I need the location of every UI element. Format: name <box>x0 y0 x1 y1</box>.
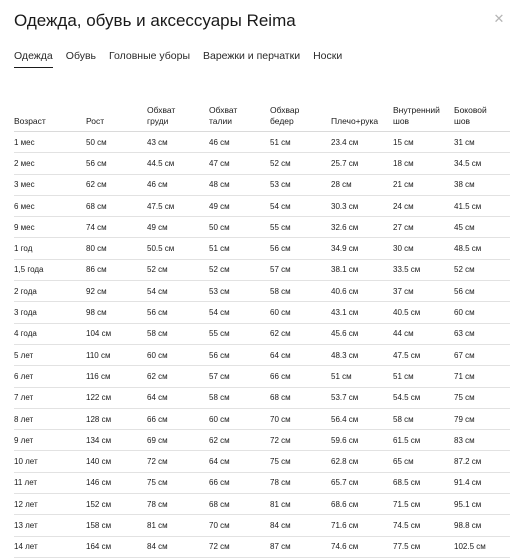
table-cell: 58 см <box>147 329 168 339</box>
table-cell: 84 см <box>270 520 291 530</box>
table-cell: 68 см <box>270 393 291 403</box>
row-label-cell: 10 лет <box>14 457 38 467</box>
column-header: Обхват груди <box>147 105 176 126</box>
table-cell: 70 см <box>209 520 230 530</box>
table-cell: 72 см <box>147 457 168 467</box>
row-label-cell: 11 лет <box>14 478 38 488</box>
table-row <box>14 175 510 196</box>
table-cell: 34.9 см <box>331 244 359 254</box>
table-row <box>14 451 510 472</box>
table-cell: 32.6 см <box>331 222 359 232</box>
table-cell: 91.4 см <box>454 478 482 488</box>
column-header: Обхвар бедер <box>270 105 300 126</box>
row-label-cell: 4 года <box>14 329 37 339</box>
table-cell: 71.6 см <box>331 520 359 530</box>
table-cell: 60 см <box>147 350 168 360</box>
table-cell: 71 см <box>454 371 475 381</box>
table-cell: 48.3 см <box>331 350 359 360</box>
table-row <box>14 366 510 387</box>
row-label-cell: 8 лет <box>14 414 34 424</box>
row-label-cell: 14 лет <box>14 542 38 552</box>
table-cell: 95.1 см <box>454 499 482 509</box>
table-cell: 77.5 см <box>393 542 421 552</box>
table-cell: 57 см <box>209 371 230 381</box>
table-cell: 79 см <box>454 414 475 424</box>
tab-mittens-gloves[interactable]: Варежки и перчатки <box>203 50 301 62</box>
table-cell: 56 см <box>86 158 107 168</box>
table-cell: 78 см <box>147 499 168 509</box>
table-cell: 68.6 см <box>331 499 359 509</box>
table-cell: 122 см <box>86 393 112 403</box>
table-cell: 62 см <box>270 329 291 339</box>
table-cell: 86 см <box>86 265 107 275</box>
table-cell: 74.6 см <box>331 542 359 552</box>
table-cell: 51 см <box>209 244 230 254</box>
tab-headwear[interactable]: Головные уборы <box>109 50 190 62</box>
table-cell: 64 см <box>270 350 291 360</box>
column-header: Обхват талии <box>209 105 238 126</box>
table-cell: 128 см <box>86 414 112 424</box>
table-cell: 24 см <box>393 201 414 211</box>
table-cell: 40.5 см <box>393 308 421 318</box>
table-row <box>14 473 510 494</box>
table-row <box>14 217 510 238</box>
table-cell: 66 см <box>147 414 168 424</box>
table-row <box>14 196 510 217</box>
table-cell: 83 см <box>454 435 475 445</box>
table-cell: 81 см <box>270 499 291 509</box>
table-row <box>14 515 510 536</box>
table-cell: 52 см <box>147 265 168 275</box>
table-cell: 60 см <box>454 308 475 318</box>
row-label-cell: 2 мес <box>14 158 35 168</box>
table-cell: 60 см <box>209 414 230 424</box>
table-cell: 70 см <box>270 414 291 424</box>
table-cell: 74 см <box>86 222 107 232</box>
table-cell: 45 см <box>454 222 475 232</box>
table-cell: 58 см <box>393 414 414 424</box>
table-cell: 48.5 см <box>454 244 482 254</box>
table-cell: 53 см <box>270 180 291 190</box>
row-label-cell: 1,5 года <box>14 265 44 275</box>
table-cell: 87 см <box>270 542 291 552</box>
table-cell: 63 см <box>454 329 475 339</box>
row-label-cell: 2 года <box>14 286 37 296</box>
table-cell: 56 см <box>147 308 168 318</box>
table-cell: 51 см <box>331 371 352 381</box>
table-row <box>14 302 510 323</box>
table-cell: 54 см <box>209 308 230 318</box>
table-cell: 31 см <box>454 137 475 147</box>
table-cell: 52 см <box>209 265 230 275</box>
table-cell: 46 см <box>147 180 168 190</box>
table-cell: 50 см <box>86 137 107 147</box>
table-cell: 37 см <box>393 286 414 296</box>
tab-bar <box>14 49 498 69</box>
table-row <box>14 324 510 345</box>
table-cell: 51 см <box>270 137 291 147</box>
table-row <box>14 388 510 409</box>
table-cell: 49 см <box>209 201 230 211</box>
table-cell: 64 см <box>147 393 168 403</box>
table-cell: 30.3 см <box>331 201 359 211</box>
table-cell: 58 см <box>209 393 230 403</box>
table-cell: 21 см <box>393 180 414 190</box>
table-cell: 104 см <box>86 329 112 339</box>
table-cell: 68.5 см <box>393 478 421 488</box>
table-cell: 53 см <box>209 286 230 296</box>
table-cell: 146 см <box>86 478 112 488</box>
table-cell: 54.5 см <box>393 393 421 403</box>
table-cell: 44.5 см <box>147 158 175 168</box>
tab-socks[interactable]: Носки <box>313 50 343 62</box>
row-label-cell: 6 мес <box>14 201 35 211</box>
table-cell: 50 см <box>209 222 230 232</box>
table-cell: 84 см <box>147 542 168 552</box>
table-cell: 40.6 см <box>331 286 359 296</box>
table-cell: 30 см <box>393 244 414 254</box>
table-row <box>14 537 510 558</box>
table-cell: 52 см <box>270 158 291 168</box>
table-cell: 38 см <box>454 180 475 190</box>
table-cell: 140 см <box>86 457 112 467</box>
row-label-cell: 12 лет <box>14 499 38 509</box>
table-row <box>14 238 510 259</box>
table-header-row <box>14 86 510 132</box>
table-cell: 25.7 см <box>331 158 359 168</box>
table-cell: 65.7 см <box>331 478 359 488</box>
column-header: Внутренний шов <box>393 105 440 126</box>
page-title: Одежда, обувь и аксессуары Reima <box>14 11 296 30</box>
table-cell: 60 см <box>270 308 291 318</box>
table-cell: 54 см <box>147 286 168 296</box>
table-cell: 56 см <box>454 286 475 296</box>
column-header: Плечо+рука <box>331 116 379 126</box>
table-row <box>14 409 510 430</box>
table-cell: 56 см <box>270 244 291 254</box>
row-label-cell: 7 лет <box>14 393 34 403</box>
table-cell: 46 см <box>209 137 230 147</box>
table-cell: 81 см <box>147 520 168 530</box>
row-label-cell: 13 лет <box>14 520 38 530</box>
table-body <box>14 132 510 558</box>
table-cell: 23.4 см <box>331 137 359 147</box>
table-cell: 43.1 см <box>331 308 359 318</box>
table-cell: 59.6 см <box>331 435 359 445</box>
table-cell: 38.1 см <box>331 265 359 275</box>
table-cell: 47 см <box>209 158 230 168</box>
row-label-cell: 1 мес <box>14 137 35 147</box>
size-table <box>14 86 510 558</box>
table-cell: 71.5 см <box>393 499 421 509</box>
table-cell: 102.5 см <box>454 542 486 552</box>
table-cell: 75 см <box>454 393 475 403</box>
table-cell: 62 см <box>86 180 107 190</box>
table-cell: 74.5 см <box>393 520 421 530</box>
table-cell: 51 см <box>393 371 414 381</box>
table-cell: 18 см <box>393 158 414 168</box>
table-row <box>14 153 510 174</box>
table-cell: 65 см <box>393 457 414 467</box>
table-row <box>14 494 510 515</box>
table-cell: 56.4 см <box>331 414 359 424</box>
column-header: Боковой шов <box>454 105 487 126</box>
table-cell: 27 см <box>393 222 414 232</box>
row-label-cell: 6 лет <box>14 371 34 381</box>
table-cell: 68 см <box>209 499 230 509</box>
row-label-cell: 9 мес <box>14 222 35 232</box>
table-cell: 57 см <box>270 265 291 275</box>
row-label-cell: 9 лет <box>14 435 34 445</box>
table-cell: 62 см <box>209 435 230 445</box>
table-cell: 75 см <box>147 478 168 488</box>
table-cell: 66 см <box>209 478 230 488</box>
table-cell: 61.5 см <box>393 435 421 445</box>
table-cell: 64 см <box>209 457 230 467</box>
table-cell: 49 см <box>147 222 168 232</box>
table-cell: 48 см <box>209 180 230 190</box>
table-cell: 68 см <box>86 201 107 211</box>
table-cell: 56 см <box>209 350 230 360</box>
table-cell: 158 см <box>86 520 112 530</box>
table-cell: 28 см <box>331 180 352 190</box>
table-cell: 75 см <box>270 457 291 467</box>
table-cell: 53.7 см <box>331 393 359 403</box>
table-cell: 98.8 см <box>454 520 482 530</box>
table-cell: 69 см <box>147 435 168 445</box>
table-cell: 43 см <box>147 137 168 147</box>
table-cell: 98 см <box>86 308 107 318</box>
row-label-cell: 3 мес <box>14 180 35 190</box>
table-cell: 72 см <box>270 435 291 445</box>
row-label-cell: 1 год <box>14 244 33 254</box>
table-cell: 62 см <box>147 371 168 381</box>
table-cell: 92 см <box>86 286 107 296</box>
table-cell: 80 см <box>86 244 107 254</box>
table-cell: 87.2 см <box>454 457 482 467</box>
table-row <box>14 260 510 281</box>
table-cell: 78 см <box>270 478 291 488</box>
table-cell: 66 см <box>270 371 291 381</box>
table-cell: 33.5 см <box>393 265 421 275</box>
table-cell: 55 см <box>270 222 291 232</box>
table-row <box>14 281 510 302</box>
table-cell: 58 см <box>270 286 291 296</box>
table-cell: 45.6 см <box>331 329 359 339</box>
table-cell: 152 см <box>86 499 112 509</box>
column-header: Возраст <box>14 116 46 126</box>
table-row <box>14 345 510 366</box>
table-cell: 47.5 см <box>147 201 175 211</box>
close-icon[interactable]: ✕ <box>493 11 505 26</box>
table-cell: 52 см <box>454 265 475 275</box>
table-cell: 50.5 см <box>147 244 175 254</box>
table-cell: 44 см <box>393 329 414 339</box>
row-label-cell: 3 года <box>14 308 37 318</box>
table-row <box>14 132 510 153</box>
table-cell: 110 см <box>86 350 111 360</box>
table-cell: 62.8 см <box>331 457 359 467</box>
table-cell: 41.5 см <box>454 201 482 211</box>
table-cell: 72 см <box>209 542 230 552</box>
table-cell: 47.5 см <box>393 350 421 360</box>
table-cell: 34.5 см <box>454 158 482 168</box>
table-cell: 15 см <box>393 137 414 147</box>
tab-clothing[interactable]: Одежда <box>14 49 53 68</box>
table-cell: 164 см <box>86 542 112 552</box>
column-header: Рост <box>86 116 105 126</box>
table-cell: 55 см <box>209 329 230 339</box>
table-cell: 134 см <box>86 435 112 445</box>
table-cell: 54 см <box>270 201 291 211</box>
row-label-cell: 5 лет <box>14 350 34 360</box>
table-row <box>14 430 510 451</box>
tab-shoes[interactable]: Обувь <box>65 50 97 62</box>
table-cell: 116 см <box>86 371 111 381</box>
table-cell: 67 см <box>454 350 475 360</box>
